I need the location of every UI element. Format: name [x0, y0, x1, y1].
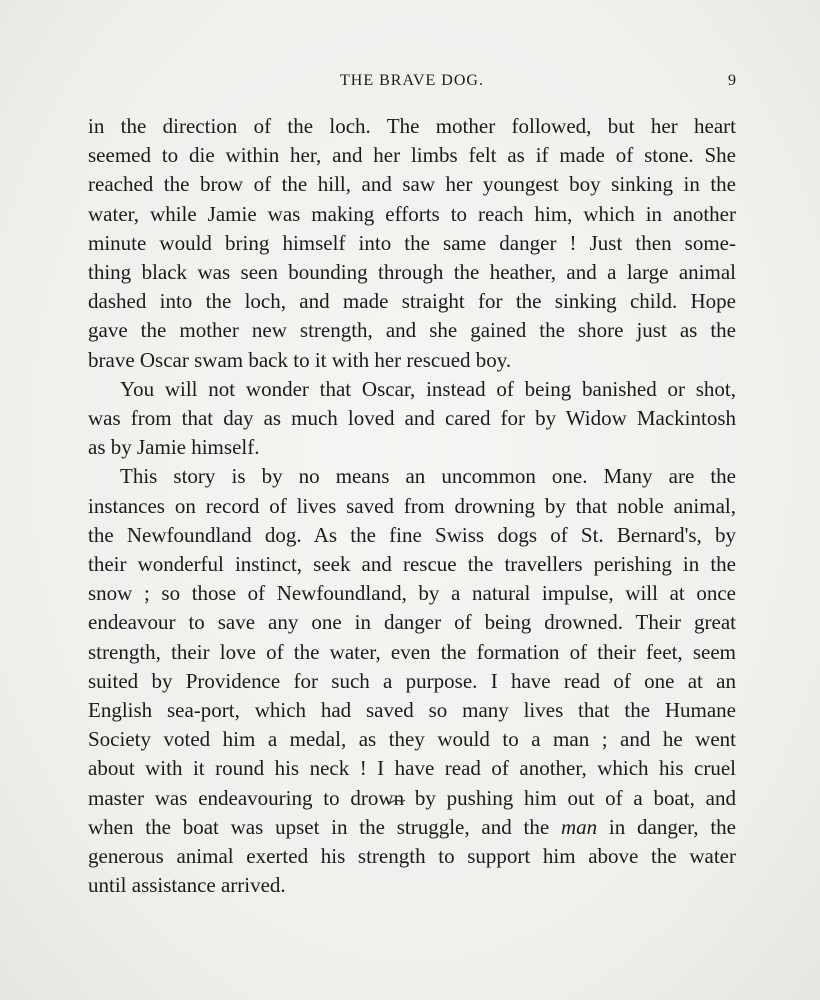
text-line: This story is by no means an uncommon one. Many are the: [120, 464, 736, 489]
text-line: instances on record of lives saved from drowning by that noble animal,: [88, 493, 736, 518]
text-line: gave the mother new strength, and she gained the shore just as the: [88, 318, 736, 343]
text-line: minute would bring himself into the same danger ! Just then some-: [88, 230, 736, 255]
running-title: THE BRAVE DOG.: [340, 72, 484, 89]
text-line: You will not wonder that Oscar, instead of being banished or shot,: [120, 376, 736, 401]
text-line: brave Oscar swam back to it with her rescued boy.: [88, 347, 512, 372]
text-line: suited by Providence for such a purpose. I have read of one at an: [88, 668, 736, 693]
text-line: about with it round his neck ! I have read of another, which his cruel: [88, 756, 736, 781]
text-line: master was endeavouring to drown by pushing him out of a boat, and: [88, 785, 736, 810]
running-head: [88, 72, 736, 96]
paragraph-2: [88, 375, 736, 463]
text-segment: when the boat was upset in the struggle, and the: [88, 814, 561, 839]
body-text: [88, 112, 736, 900]
text-line: in the direction of the loch. The mother followed, but her heart: [88, 114, 736, 138]
text-segment: in danger, the: [597, 814, 736, 839]
paragraph-1: [88, 112, 736, 375]
text-line: water, while Jamie was making efforts to reach him, which in another: [88, 201, 736, 226]
text-line: generous animal exerted his strength to support him above the water: [88, 844, 736, 869]
text-line: until assistance arrived.: [88, 873, 286, 898]
italic-word: man: [560, 814, 598, 839]
text-line: the Newfoundland dog. As the fine Swiss dogs of St. Bernard's, by: [88, 522, 736, 547]
text-line: was from that day as much loved and cared for by Widow Mackintosh: [88, 406, 736, 431]
text-line: endeavour to save any one in danger of being drowned. Their great: [88, 610, 736, 635]
text-line: as by Jamie himself.: [88, 435, 260, 460]
text-line: their wonderful instinct, seek and rescue the travellers perishing in the: [88, 552, 736, 577]
text-line-with-italic: [88, 813, 736, 842]
text-line: snow ; so those of Newfoundland, by a natural impulse, will at once: [88, 581, 736, 606]
text-line: seemed to die within her, and her limbs felt as if made of stone. She: [88, 143, 736, 168]
text-line: reached the brow of the hill, and saw her youngest boy sinking in the: [88, 172, 736, 197]
text-line: dashed into the loch, and made straight for the sinking child. Hope: [88, 289, 736, 314]
text-line: strength, their love of the water, even the formation of their feet, seem: [88, 639, 736, 664]
text-line: thing black was seen bounding through the heather, and a large animal: [88, 260, 736, 285]
pencil-mark: [388, 798, 406, 806]
paragraph-3: [88, 462, 736, 900]
text-line: Society voted him a medal, as they would to a man ; and he went: [88, 727, 736, 752]
page-number: 9: [728, 72, 736, 89]
text-line: English sea-port, which had saved so many lives that the Humane: [88, 698, 736, 723]
